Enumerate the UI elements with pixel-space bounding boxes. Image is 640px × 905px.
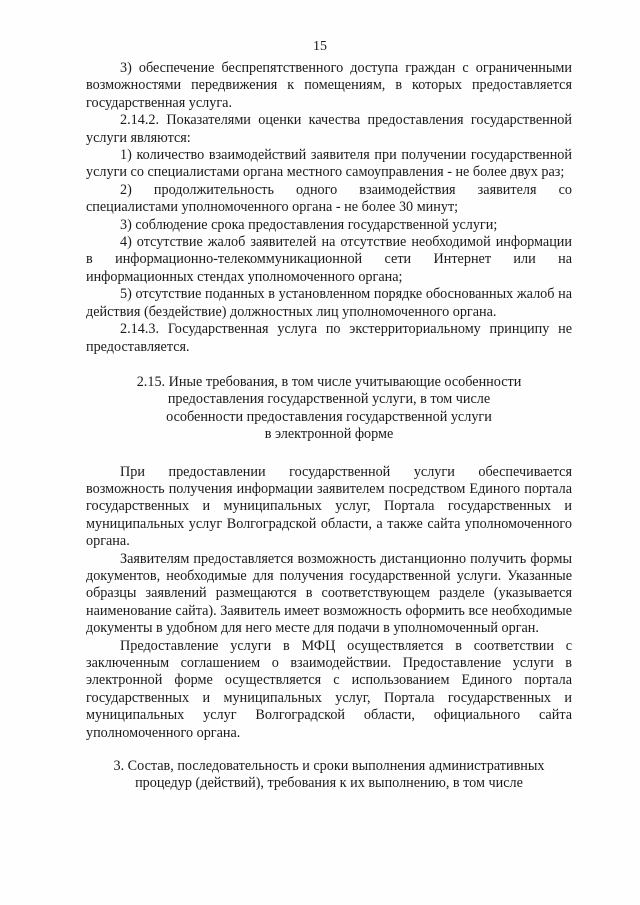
paragraph: Заявителям предоставляется возможность дистанционно получить формы документов, необходимые для получения государственной услуги. Указанные образцы заявлений размещаются в соответствующем разделе (указывается наименование сайта). Заявитель имеет возможность оформить все необходимые документы в удобном для него месте для подачи в уполномоченный орган. <box>86 550 572 637</box>
paragraph: 2.14.3. Государственная услуга по экстерриториальному принципу не предоставляется. <box>86 321 572 355</box>
page-number: 15 <box>313 39 327 54</box>
heading-line: процедур (действий), требования к их выполнению, в том числе <box>135 775 523 792</box>
paragraph: 2.14.2. Показателями оценки качества предоставления государственной услуги являются: <box>86 112 572 146</box>
heading-line: предоставления государственной услуги, в том числе <box>167 391 491 408</box>
paragraph: 5) отсутствие поданных в установленном порядке обоснованных жалоб на действия (бездействие) должностных лиц уполномоченного органа. <box>86 286 572 320</box>
section-heading-2-15 <box>86 374 572 444</box>
paragraph: 1) количество взаимодействий заявителя при получении государственной услуги со специалистами органа местного самоуправления - не более двух раз; <box>86 147 572 181</box>
paragraph: 3) обеспечение беспрепятственного доступа граждан с ограниченными возможностями передвижения к помещениям, в которых предоставляется государственная услуга. <box>86 60 572 111</box>
heading-line: 2.15. Иные требования, в том числе учитывающие особенности <box>136 373 522 390</box>
heading-line: в электронной форме <box>264 426 394 443</box>
paragraph: 4) отсутствие жалоб заявителей на отсутствие необходимой информации в информационно-телекоммуникационной сети Интернет или на информационных стендах уполномоченного органа; <box>86 234 572 285</box>
paragraph: Предоставление услуги в МФЦ осуществляется в соответствии с заключенным соглашением о взаимодействии. Предоставление услуги в электронной форме осуществляется с использованием Единого портала государственных и муниципальных услуг, Портала государственных и муниципальных услуг Волгоградской области, официального сайта уполномоченного органа. <box>86 637 572 741</box>
paragraph: 2) продолжительность одного взаимодействия заявителя со специалистами уполномоченного органа - не более 30 минут; <box>86 181 572 216</box>
document-body <box>86 60 572 793</box>
heading-line: особенности предоставления государственной услуги <box>166 408 492 425</box>
section-heading-3 <box>86 758 572 793</box>
paragraph: 3) соблюдение срока предоставления государственной услуги; <box>120 216 498 233</box>
heading-line: 3. Состав, последовательность и сроки выполнения административных <box>113 758 545 775</box>
paragraph: При предоставлении государственной услуги обеспечивается возможность получения информации заявителем посредством Единого портала государственных и муниципальных услуг, Портала государственных и муниципальных услуг Волгоградской области, а также сайта уполномоченного органа. <box>86 463 572 550</box>
